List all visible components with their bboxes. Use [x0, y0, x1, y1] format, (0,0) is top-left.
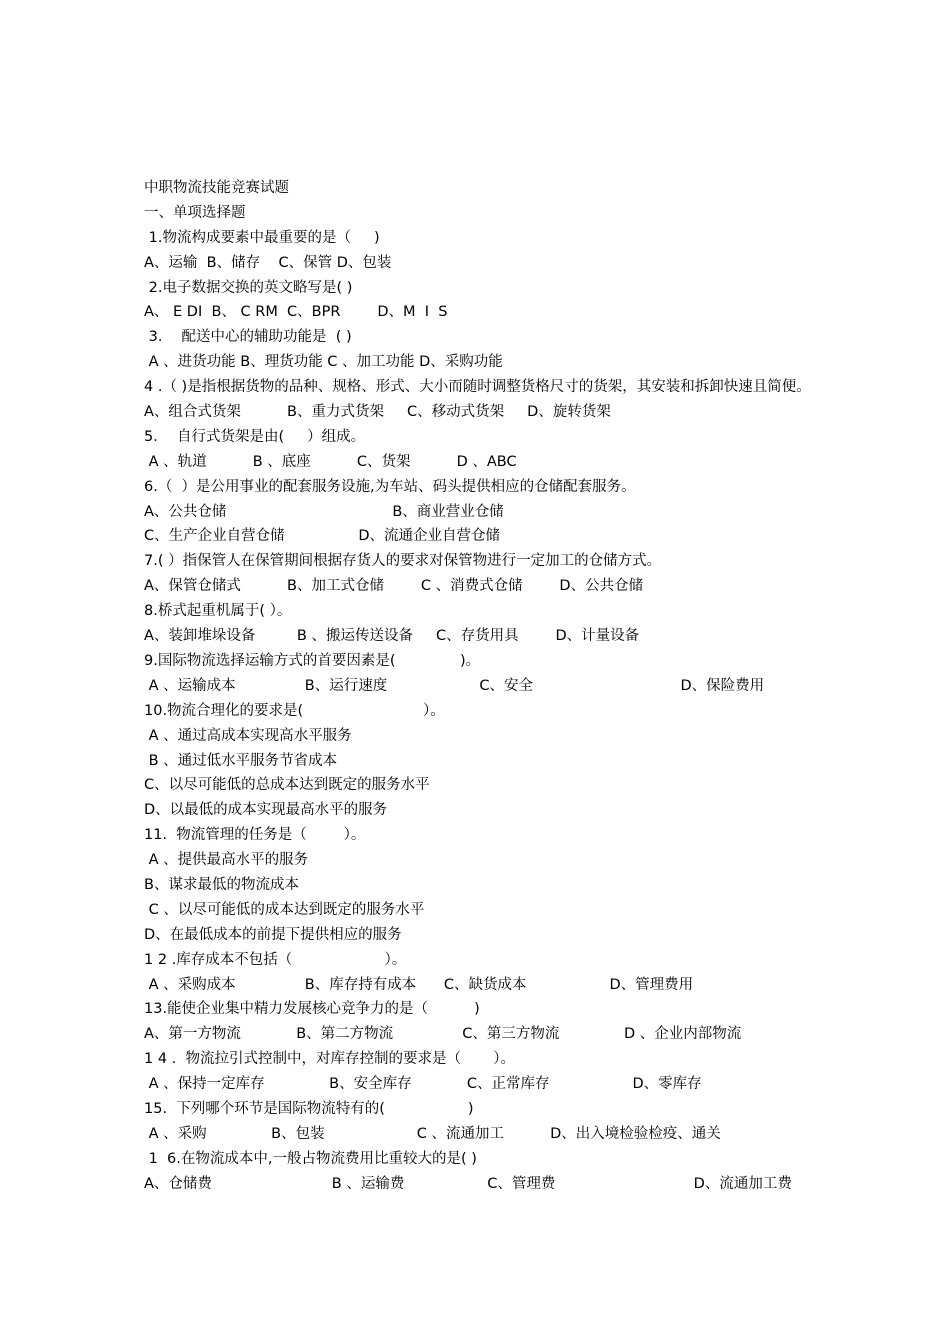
question-14: 1 4 . 物流拉引式控制中，对库存控制的要求是（ ）。 [144, 1051, 516, 1068]
question-12: 1 2 .库存成本不包括（ ）。 [144, 951, 407, 968]
question-5-options: A 、轨道 B 、底座 C、货架 D 、ABC [144, 453, 517, 470]
question-10: 10.物流合理化的要求是( ）。 [144, 702, 445, 719]
question-11-option-c: C 、以尽可能低的成本达到既定的服务水平 [144, 901, 425, 918]
question-6-options-ab: A、公共仓储 B、商业营业仓储 [144, 503, 504, 520]
question-4: 4 .（ )是指根据货物的品种、规格、形式、大小而随时调整货格尺寸的货架，其安装和拆卸快速且简便。 [144, 379, 811, 396]
question-6-options-cd: C、生产企业自营仓储 D、流通企业自营仓储 [144, 528, 501, 545]
question-10-option-c: C、以尽可能低的总成本达到既定的服务水平 [144, 777, 430, 794]
question-2-options: A、 E DI B、 C RM C、BPR D、M I S [144, 304, 448, 321]
question-11-option-b: B、谋求最低的物流成本 [144, 876, 299, 893]
question-14-options: A 、保持一定库存 B、安全库存 C、正常库存 D、零库存 [144, 1076, 702, 1093]
question-5: 5． 自行式货架是由( ）组成。 [144, 428, 366, 445]
question-7: 7.( ）指保管人在保管期间根据存货人的要求对保管物进行一定加工的仓储方式。 [144, 553, 662, 570]
question-15: 15. 下列哪个环节是国际物流特有的( ) [144, 1100, 474, 1117]
section-heading: 一、单项选择题 [144, 204, 246, 221]
question-13: 13.能使企业集中精力发展核心竞争力的是（ ) [144, 1001, 480, 1018]
question-11: 11. 物流管理的任务是（ ）。 [144, 827, 366, 844]
question-6: 6.（ ）是公用事业的配套服务设施,为车站、码头提供相应的仓储配套服务。 [144, 478, 636, 495]
question-3-options: A 、进货功能 B、理货功能 C 、加工功能 D、采购功能 [144, 354, 503, 371]
question-9: 9.国际物流选择运输方式的首要因素是( )。 [144, 652, 481, 669]
question-11-option-a: A 、提供最高水平的服务 [144, 852, 309, 869]
question-1: 1.物流构成要素中最重要的是（ ) [144, 229, 380, 246]
question-2: 2.电子数据交换的英文略写是( ) [144, 279, 353, 296]
document-title: 中职物流技能竞赛试题 [144, 180, 289, 196]
question-10-option-b: B 、通过低水平服务节省成本 [144, 752, 338, 769]
question-10-option-a: A 、通过高成本实现高水平服务 [144, 727, 352, 744]
question-11-option-d: D、在最低成本的前提下提供相应的服务 [144, 926, 402, 943]
question-13-options: A、第一方物流 B、第二方物流 C、第三方物流 D 、企业内部物流 [144, 1026, 742, 1043]
question-8-options: A、装卸堆垛设备 B 、搬运传送设备 C、存货用具 D、计量设备 [144, 628, 640, 645]
question-3: 3． 配送中心的辅助功能是 ( ) [144, 329, 352, 346]
question-1-options: A、运输 B、储存 C、保管 D、包装 [144, 254, 392, 271]
question-12-options: A 、采购成本 B、库存持有成本 C、缺货成本 D、管理费用 [144, 976, 694, 993]
question-16-options: A、仓储费 B 、运输费 C、管理费 D、流通加工费 [144, 1175, 792, 1192]
question-16: 1 6.在物流成本中,一般占物流费用比重较大的是( ) [144, 1150, 477, 1167]
question-4-options: A、组合式货架 B、重力式货架 C、移动式货架 D、旋转货架 [144, 404, 611, 421]
document-body [144, 176, 824, 1197]
question-10-option-d: D、以最低的成本实现最高水平的服务 [144, 802, 388, 819]
question-8: 8.桥式起重机属于( ）。 [144, 603, 292, 620]
question-15-options: A 、采购 B、包装 C 、流通加工 D、出入境检验检疫、通关 [144, 1125, 721, 1142]
question-9-options: A 、运输成本 B、运行速度 C、安全 D、保险费用 [144, 677, 765, 694]
question-7-options: A、保管仓储式 B、加工式仓储 C 、消费式仓储 D、公共仓储 [144, 578, 644, 595]
